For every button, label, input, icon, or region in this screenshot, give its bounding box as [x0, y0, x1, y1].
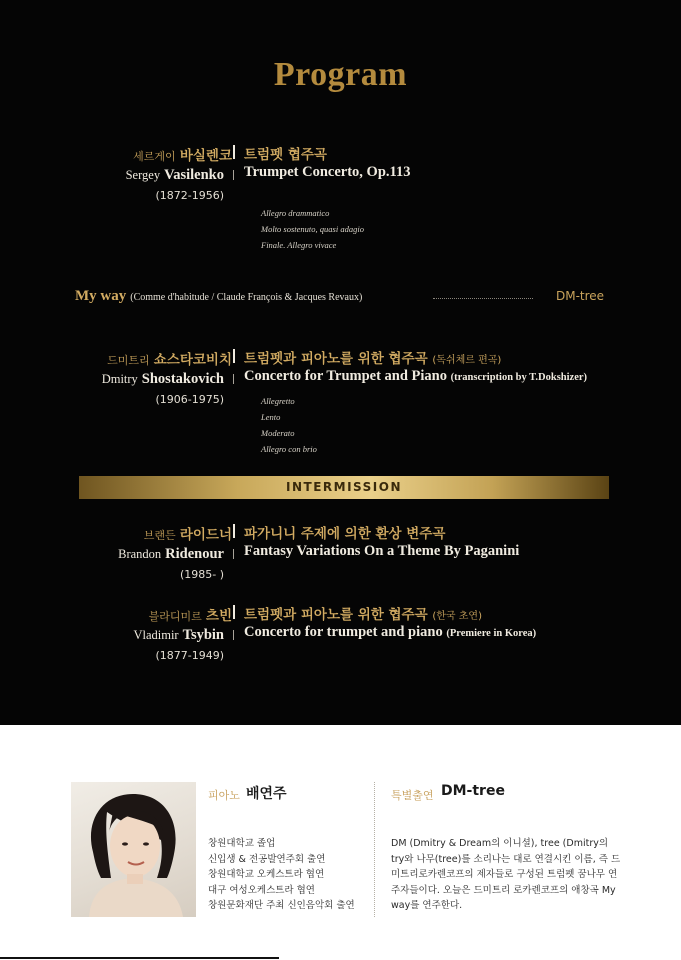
composer-given-kr: 세르게이	[133, 150, 176, 163]
composer-name-kr	[149, 604, 232, 624]
work-title-en-text: Fantasy Variations On a Theme By Paganini	[244, 543, 520, 559]
pianist-career-list	[208, 836, 355, 914]
composer-name-en	[126, 166, 224, 184]
career-item: 대구 여성오케스트라 협연	[208, 884, 315, 896]
separator-bar-small	[233, 374, 234, 384]
separator-bar	[233, 524, 235, 538]
composer-years: (1985- )	[179, 568, 224, 581]
career-item: 신입생 & 전공발연주회 출연	[208, 853, 326, 865]
composer-name-kr	[144, 523, 232, 543]
guest-name: DM-tree	[441, 783, 505, 799]
work-title-kr-text: 트럼펫과 피아노를 위한 협주곡	[244, 607, 428, 623]
movement-list	[261, 205, 364, 253]
work-note-en: (transcription by T.Dokshizer)	[450, 372, 588, 383]
separator-bar-small	[233, 170, 234, 180]
work-title-kr-text: 트럼펫과 피아노를 위한 협주곡	[244, 351, 428, 367]
work-title-en-text: Concerto for Trumpet and Piano	[244, 368, 447, 384]
career-item: 창원대학교 졸업	[208, 838, 276, 849]
career-item: 창원대학교 오케스트라 협연	[208, 869, 325, 880]
composer-given-en: Sergey	[125, 168, 161, 182]
pianist-name: 배연주	[246, 786, 287, 802]
work-note-kr: (독쉬체르 편곡)	[432, 355, 502, 366]
program-title: Program	[273, 56, 408, 93]
separator-bar-small	[233, 549, 234, 559]
work-note-kr: (한국 초연)	[432, 611, 482, 622]
movement: Lento	[261, 412, 281, 422]
composer-years: (1877-1949)	[155, 649, 224, 662]
work-title-en	[244, 164, 410, 181]
composer-given-kr: 브랜든	[143, 529, 176, 542]
movement: Moderato	[261, 428, 295, 438]
guest-description: DM (Dmitry & Dream의 이니셜), tree (Dmitry의 try와 나무(tree)를 소리나는 대로 연결시킨 이름, 즉 드미트리로카렌코프의 제자들로 구성된 트럼펫 꿈나무 연주자들이다. 오늘은 드미트리 로카렌코프의 애창곡 My way를 연주한다.	[391, 838, 621, 911]
composer-given-en: Brandon	[118, 547, 162, 561]
career-item: 창원문화재단 주최 신인음악회 출연	[208, 900, 355, 911]
composer-family-en: Vasilenko	[164, 167, 224, 183]
composer-name-en	[102, 370, 224, 388]
composer-name-en	[118, 545, 224, 563]
footer-rule	[0, 957, 279, 959]
separator-bar-small	[233, 630, 234, 640]
composer-name-kr	[107, 348, 232, 368]
composer-family-en: Ridenour	[165, 546, 224, 562]
movement: Molto sostenuto, quasi adagio	[261, 224, 364, 234]
separator-bar	[233, 349, 235, 363]
work-title-kr-text: 트럼펫 협주곡	[244, 147, 327, 163]
composer-given-en: Vladimir	[133, 628, 179, 642]
composer-family-en: Shostakovich	[141, 371, 224, 387]
movement: Allegro drammatico	[261, 208, 330, 218]
work-title-en	[244, 543, 519, 560]
work-title-en-text: Concerto for trumpet and piano	[244, 624, 443, 640]
composer-given-kr: 드미트리	[107, 354, 150, 367]
work-title-en	[244, 624, 536, 641]
composer-name-en	[133, 626, 224, 644]
myway-title: My way	[75, 288, 127, 304]
leader-dots	[433, 298, 533, 299]
work-note-en: (Premiere in Korea)	[446, 628, 537, 639]
pianist-photo	[71, 782, 196, 917]
composer-given-kr: 블라디미르	[148, 610, 202, 623]
separator-bar	[233, 145, 235, 159]
work-title-kr	[244, 522, 445, 542]
work-title-kr	[244, 603, 482, 623]
myway-performer: DM-tree	[556, 289, 605, 303]
composer-years: (1872-1956)	[155, 189, 224, 202]
section-divider	[374, 782, 375, 917]
intermission-banner: INTERMISSION	[79, 476, 609, 499]
work-title-kr	[244, 143, 327, 163]
portrait-illustration	[71, 782, 196, 917]
myway-line	[75, 287, 362, 305]
movement: Allegro con brio	[261, 444, 317, 454]
composer-family-kr: 쇼스타코비치	[153, 352, 232, 368]
work-title-kr	[244, 347, 501, 367]
guest-role-label: 특별출연	[391, 789, 434, 802]
composer-family-kr: 츠빈	[205, 608, 232, 624]
work-title-en-text: Trumpet Concerto, Op.113	[244, 164, 411, 180]
composer-name-kr	[133, 144, 232, 164]
work-title-kr-text: 파가니니 주제에 의한 환상 변주곡	[244, 526, 446, 542]
composer-family-kr: 바실렌코	[179, 148, 232, 164]
movement-list	[261, 393, 317, 457]
composer-years: (1906-1975)	[155, 393, 224, 406]
movement: Finale. Allegro vivace	[261, 240, 337, 250]
composer-family-en: Tsybin	[182, 627, 224, 643]
composer-given-en: Dmitry	[101, 372, 138, 386]
movement: Allegretto	[261, 396, 295, 406]
work-title-en	[244, 368, 587, 385]
separator-bar	[233, 605, 235, 619]
myway-subtitle: (Comme d'habitude / Claude François & Jacques Revaux)	[130, 292, 363, 303]
pianist-role-label: 피아노	[208, 789, 240, 802]
composer-family-kr: 라이드너	[179, 527, 232, 543]
